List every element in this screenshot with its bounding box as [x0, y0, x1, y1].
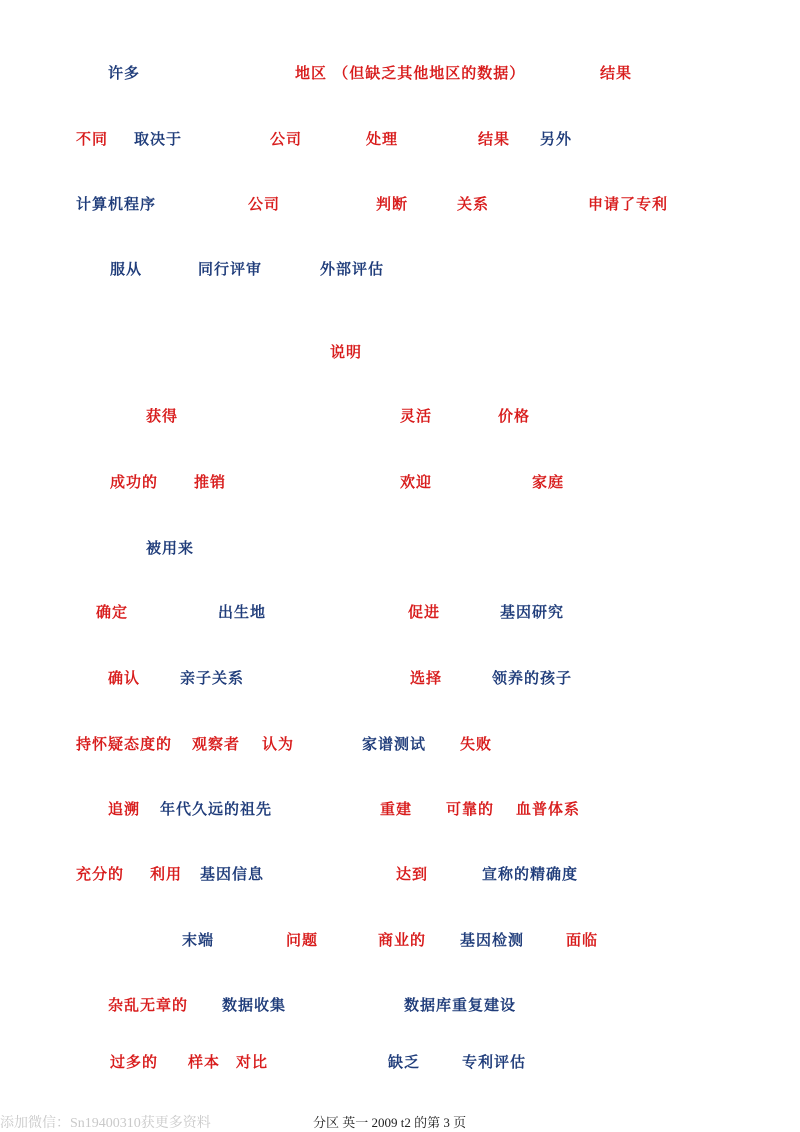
- gloss-text: 对比: [236, 1053, 269, 1071]
- gloss-text: 关系: [457, 195, 490, 213]
- gloss-text: 成功的: [110, 473, 159, 491]
- gloss-text: 末端: [182, 931, 215, 949]
- gloss-text: 计算机程序: [76, 195, 157, 213]
- gloss-text: 宣称的精确度: [482, 865, 579, 883]
- gloss-text: 缺乏: [388, 1053, 421, 1071]
- gloss-text: 获得: [146, 407, 179, 425]
- gloss-text: 确认: [108, 669, 141, 687]
- gloss-text: 过多的: [110, 1053, 159, 1071]
- gloss-text: 公司: [248, 195, 281, 213]
- gloss-text: 数据库重复建设: [404, 996, 517, 1014]
- gloss-text: 追溯: [108, 800, 141, 818]
- gloss-text: 血普体系: [516, 800, 581, 818]
- gloss-text: 样本: [188, 1053, 221, 1071]
- gloss-text: 基因信息: [200, 865, 265, 883]
- gloss-text: 充分的: [76, 865, 125, 883]
- gloss-text: 专利评估: [462, 1053, 527, 1071]
- gloss-text: 亲子关系: [180, 669, 245, 687]
- gloss-text: 促进: [408, 603, 441, 621]
- gloss-text: 许多: [108, 64, 141, 82]
- gloss-text: 价格: [498, 407, 531, 425]
- gloss-text: 基因研究: [500, 603, 565, 621]
- gloss-text: 欢迎: [400, 473, 433, 491]
- gloss-text: 面临: [566, 931, 599, 949]
- gloss-text: 被用来: [146, 539, 195, 557]
- gloss-text: 出生地: [218, 603, 267, 621]
- gloss-text: 基因检测: [460, 931, 525, 949]
- gloss-text: 重建: [380, 800, 413, 818]
- gloss-text: 失败: [460, 735, 493, 753]
- gloss-text: 持怀疑态度的: [76, 735, 173, 753]
- gloss-text: 外部评估: [320, 260, 385, 278]
- gloss-text: 杂乱无章的: [108, 996, 189, 1014]
- gloss-text: 领养的孩子: [492, 669, 573, 687]
- gloss-text: 家谱测试: [362, 735, 427, 753]
- gloss-text: 判断: [376, 195, 409, 213]
- gloss-text: 同行评审: [198, 260, 263, 278]
- gloss-text: 地区 （但缺乏其他地区的数据）: [295, 64, 526, 82]
- gloss-text: 灵活: [400, 407, 433, 425]
- gloss-text: 问题: [286, 931, 319, 949]
- gloss-text: 说明: [330, 343, 363, 361]
- gloss-text: 认为: [262, 735, 295, 753]
- watermark-text: 添加微信：Sn19400310获更多资料: [0, 1116, 211, 1131]
- gloss-text: 年代久远的祖先: [160, 800, 273, 818]
- gloss-text: 服从: [110, 260, 143, 278]
- gloss-text: 推销: [194, 473, 227, 491]
- gloss-text: 确定: [96, 603, 129, 621]
- gloss-text: 达到: [396, 865, 429, 883]
- gloss-text: 选择: [410, 669, 443, 687]
- gloss-text: 家庭: [532, 473, 565, 491]
- gloss-text: 不同: [76, 130, 109, 148]
- gloss-text: 观察者: [192, 735, 241, 753]
- gloss-text: 另外: [540, 130, 573, 148]
- gloss-text: 申请了专利: [588, 195, 669, 213]
- gloss-text: 处理: [366, 130, 399, 148]
- gloss-text: 商业的: [378, 931, 427, 949]
- gloss-text: 可靠的: [446, 800, 495, 818]
- gloss-text: 公司: [270, 130, 303, 148]
- page-footer: 分区 英一 2009 t2 的第 3 页: [313, 1115, 467, 1130]
- gloss-text: 利用: [150, 865, 183, 883]
- gloss-text: 结果: [478, 130, 511, 148]
- gloss-text: 取决于: [134, 130, 183, 148]
- gloss-text: 数据收集: [222, 996, 287, 1014]
- gloss-text: 结果: [600, 64, 633, 82]
